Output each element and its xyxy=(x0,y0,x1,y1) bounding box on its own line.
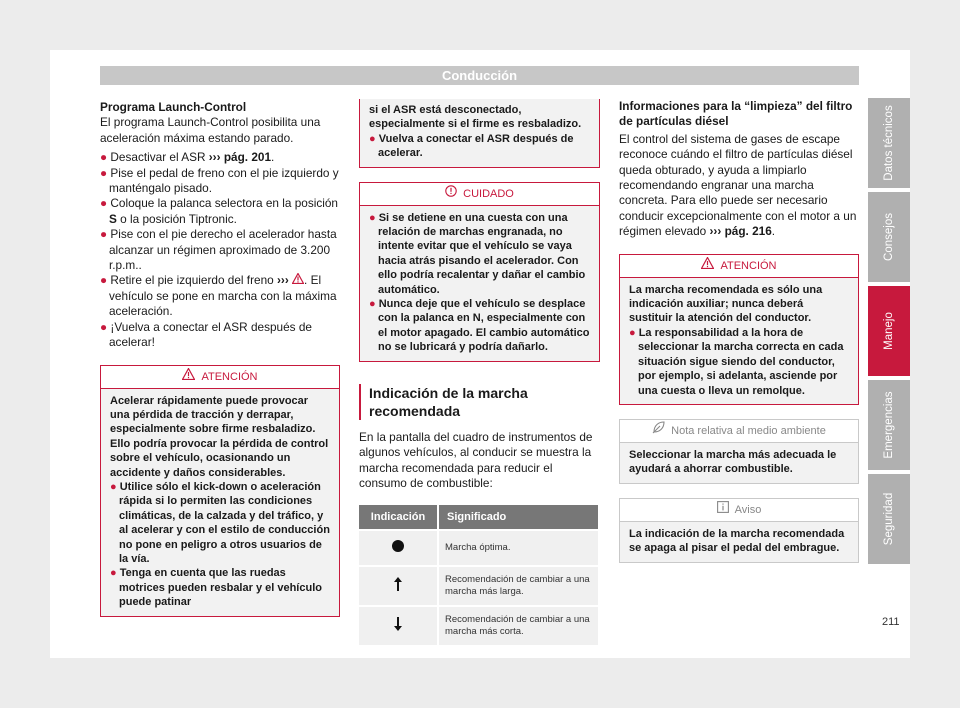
warning-reference-link[interactable]: ››› xyxy=(276,273,289,288)
notice-text: La indicación de la marcha recomendada se apaga al pisar el pedal del embrague. xyxy=(629,527,845,555)
page-number: 211 xyxy=(882,616,900,628)
leaf-icon xyxy=(652,420,665,442)
arrow-up-icon xyxy=(393,584,403,595)
list-item: ● Pise el pedal de freno con el pie izquierdo y manténgalo pisado. xyxy=(100,165,339,196)
paragraph: En la pantalla del cuadro de instrumentos de algunos vehículos, al conducir se muestra la marcha recomendada para reducir el consumo de combustible: xyxy=(359,429,593,490)
environment-note-header: Nota relativa al medio ambiente xyxy=(620,420,858,443)
section-heading: Programa Launch-Control xyxy=(100,100,247,114)
warning-bullet: ● Tenga en cuenta que las ruedas motrices pueden resbalar y el vehículo puede patinar xyxy=(110,567,322,609)
paragraph: El programa Launch-Control posibilita una aceleración máxima estando parado. xyxy=(100,115,321,145)
column-3 xyxy=(619,99,859,563)
table-row xyxy=(359,531,598,565)
page-header: Conducción xyxy=(100,66,859,85)
gear-indication-table xyxy=(357,503,600,647)
warning-text: si el ASR está desconectado, especialmente si el firme es resbaladizo. xyxy=(369,104,582,131)
list-item: ● ¡Vuelva a conectar el ASR después de acelerar! xyxy=(100,319,312,350)
notice-box-header: Aviso xyxy=(620,499,858,522)
warning-triangle-icon xyxy=(182,366,195,388)
tab-consejos[interactable]: Consejos xyxy=(868,192,910,282)
chapter-tabs xyxy=(868,98,910,568)
info-circle-icon xyxy=(445,183,457,205)
table-header-indicacion: Indicación xyxy=(359,505,437,529)
section-heading: Informaciones para la “limpieza” del filtro de partículas diésel xyxy=(619,99,853,129)
info-icon xyxy=(717,499,729,521)
filled-circle-icon xyxy=(391,545,405,556)
section-title: Indicación de la marcha recomendada xyxy=(359,384,600,420)
warning-text: La marcha recomendada es sólo una indicación auxiliar; nunca deberá sustituir la atención del conductor. xyxy=(629,283,823,325)
list-item: ● Retire el pie izquierdo del freno ››› . El vehículo se pone en marcha con la máxima aceleración. xyxy=(100,273,337,319)
table-cell: Recomendación de cambiar a una marcha más larga. xyxy=(439,567,598,605)
warning-box xyxy=(619,254,859,405)
warning-bullet: ● Utilice sólo el kick-down o aceleración rápida si lo permiten las condiciones climáticas, de la calzada y del tráfico, y al acelerar y con el estilo de conducción no pone en peligro a otros usuarios de la vía. xyxy=(110,480,330,565)
warning-box-continued xyxy=(359,99,600,168)
notice-box xyxy=(619,498,859,563)
environment-note-text: Seleccionar la marcha más adecuada le ayudará a ahorrar combustible. xyxy=(629,448,837,476)
list-item: ● Desactivar el ASR ››› pág. 201. xyxy=(100,150,275,165)
table-header-significado: Significado xyxy=(439,505,598,529)
page-reference-link[interactable]: ››› pág. 201 xyxy=(208,150,272,165)
tab-manejo[interactable]: Manejo xyxy=(868,286,910,376)
warning-box xyxy=(100,365,340,617)
warning-triangle-icon xyxy=(292,273,304,287)
environment-note-box xyxy=(619,419,859,484)
warning-bullet: ● Vuelva a conectar el ASR después de acelerar. xyxy=(369,132,574,160)
column-2 xyxy=(359,99,600,647)
list-item: ● Pise con el pie derecho el acelerador hasta alcanzar un régimen aproximado de 3.200 r.p.m.. xyxy=(100,227,337,273)
tab-datos-tecnicos[interactable]: Datos técnicos xyxy=(868,98,910,188)
warning-box-header: ATENCIÓN xyxy=(620,255,858,278)
warning-bullet: ● La responsabilidad a la hora de seleccionar la marcha correcta en cada situación sigue siendo del conductor, por ejemplo, si adelanta, asciende por una cuesta o lleva un remolque. xyxy=(629,326,844,397)
tab-seguridad[interactable]: Seguridad xyxy=(868,474,910,564)
column-1 xyxy=(100,100,340,617)
table-cell: Recomendación de cambiar a una marcha más corta. xyxy=(439,607,598,645)
table-cell: Marcha óptima. xyxy=(439,531,598,565)
tab-emergencias[interactable]: Emergencias xyxy=(868,380,910,470)
caution-bullet: ● Nunca deje que el vehículo se desplace con la palanca en N, especialmente con el motor apagado. El cambio automático no se lubricará y podría dañarlo. xyxy=(369,298,590,354)
caution-bullet: ● Si se detiene en una cuesta con una relación de marchas engranada, no intente evitar que el vehículo se vaya hacia atrás pisando el acelerador. Con ello podría recalentar y dañar el cambio automático. xyxy=(369,211,586,296)
warning-triangle-icon xyxy=(701,255,714,277)
page-reference-link[interactable]: ››› pág. 216 xyxy=(709,224,772,239)
warning-text: Acelerar rápidamente puede provocar una pérdida de tracción y derrapar, especialmente sobre firme resbaladizo. Ello podría provocar la pérdida de control sobre el vehículo, ocasionando un accidente y daños considerables. xyxy=(110,394,329,479)
paragraph: El control del sistema de gases de escape reconoce cuándo el filtro de partículas diésel queda obturado, y ayuda a limpiarlo recomendando engranar una marcha concreta. Para ello puede ser necesario conducir excepcionalmente con el motor a un régimen elevado ››› pág. 216. xyxy=(619,131,857,239)
table-row xyxy=(359,567,598,605)
table-row xyxy=(359,607,598,645)
arrow-down-icon xyxy=(393,624,403,635)
warning-box-header: ATENCIÓN xyxy=(101,366,339,389)
list-item: ● Coloque la palanca selectora en la posición S o la posición Tiptronic. xyxy=(100,196,338,226)
caution-box xyxy=(359,182,600,362)
caution-box-header: CUIDADO xyxy=(360,183,599,206)
